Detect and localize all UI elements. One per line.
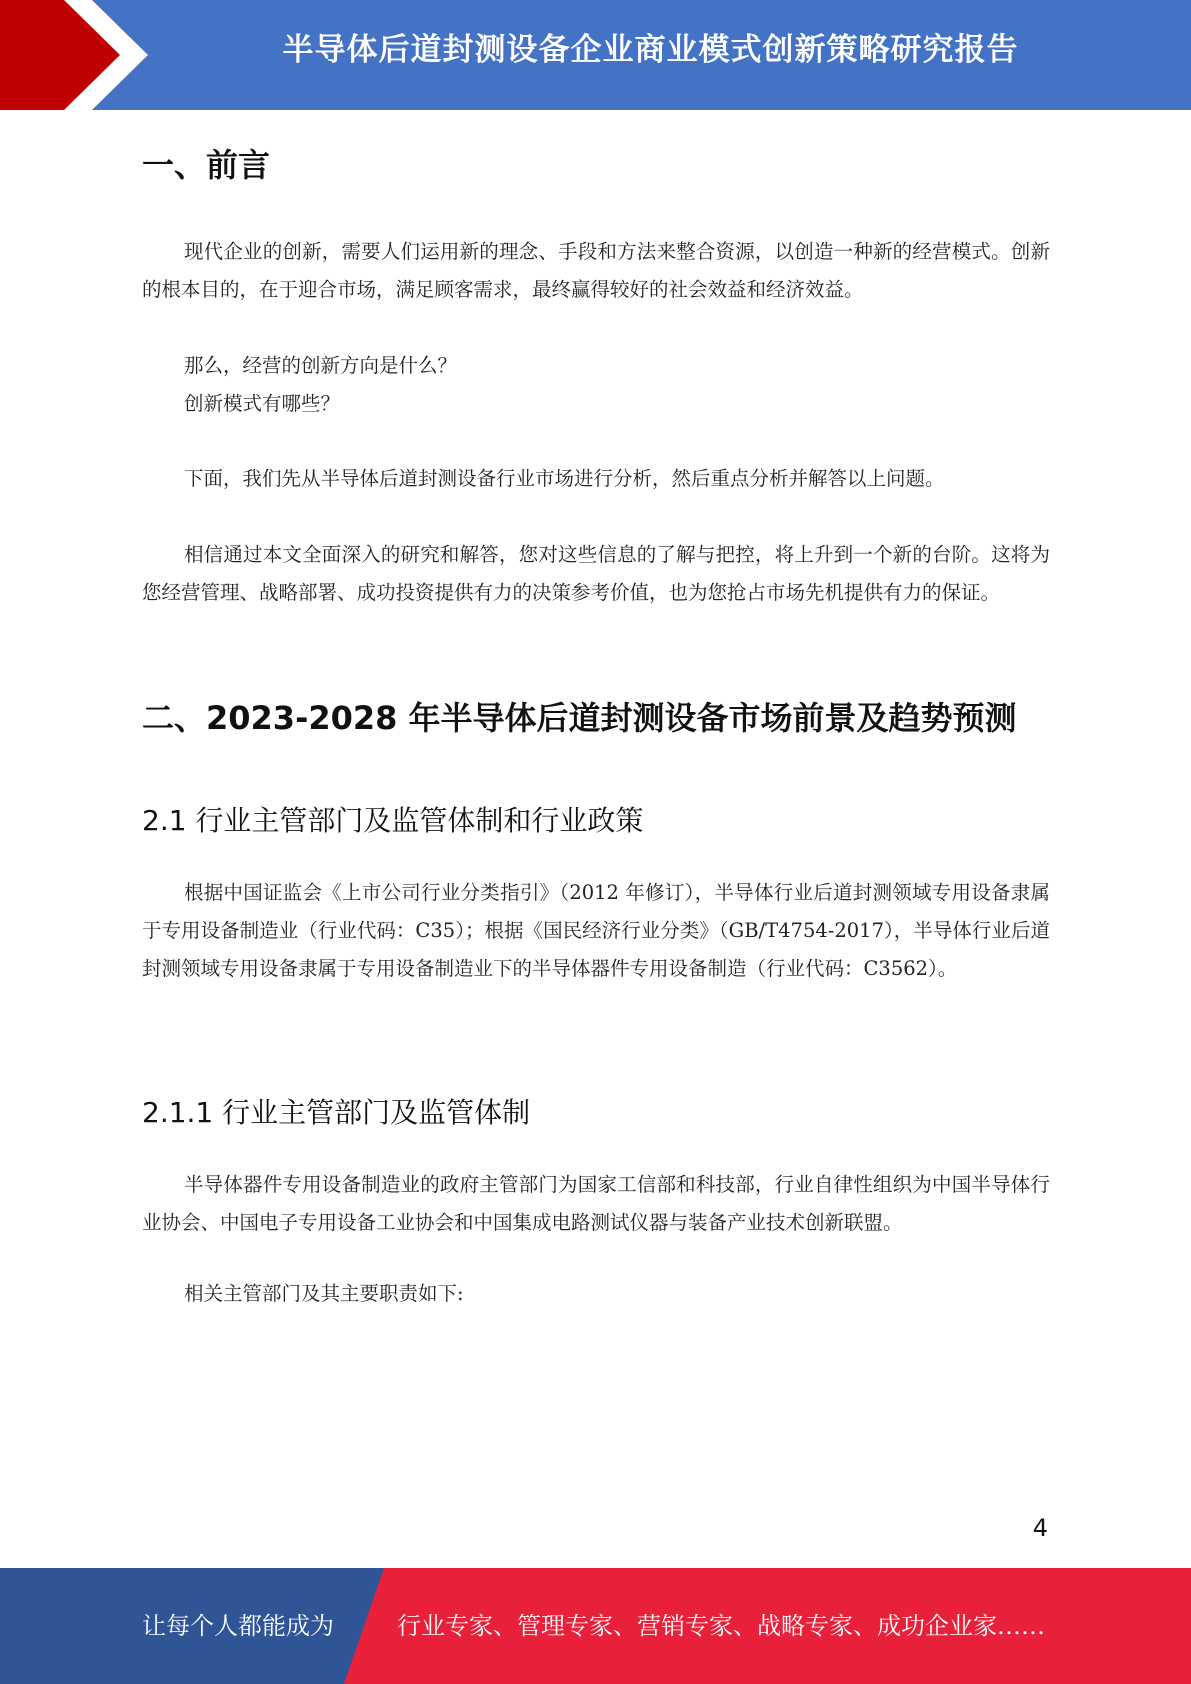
header-bar [0,0,1191,110]
paragraph: 下面，我们先从半导体后道封测设备行业市场进行分析，然后重点分析并解答以上问题。 [184,467,945,490]
paragraph: 相信通过本文全面深入的研究和解答，您对这些信息的了解与把控，将上升到一个新的台阶。这将为您经营管理、战略部署、成功投资提供有力的决策参考价值，也为您抢占市场先机提供有力的保证。 [142,543,1050,604]
paragraph: 那么，经营的创新方向是什么？ [184,354,458,377]
footer-slogan-left: 让每个人都能成为 [142,1612,334,1640]
paragraph: 创新模式有哪些？ [184,392,341,415]
subsection-heading: 2.1.1 行业主管部门及监管体制 [142,1096,531,1129]
page-number: 4 [1032,1514,1048,1542]
subsection-heading: 2.1 行业主管部门及监管体制和行业政策 [142,804,644,837]
report-title: 半导体后道封测设备企业商业模式创新策略研究报告 [282,32,1019,68]
section-heading-forecast: 二、2023-2028 年半导体后道封测设备市场前景及趋势预测 [142,699,1017,737]
paragraph: 现代企业的创新，需要人们运用新的理念、手段和方法来整合资源，以创造一种新的经营模式。创新的根本目的，在于迎合市场，满足顾客需求，最终赢得较好的社会效益和经济效益。 [142,240,1050,301]
paragraph: 根据中国证监会《上市公司行业分类指引》（2012 年修订），半导体行业后道封测领域专用设备隶属于专用设备制造业（行业代码：C35）；根据《国民经济行业分类》（GB/T4754-2017），半导体行业后道封测领域专用设备隶属于专用设备制造业下的半导体器件专用设备制造（行业代码：C3562）。 [142,881,1050,980]
section-heading-preface: 一、前言 [142,146,271,184]
paragraph: 相关主管部门及其主要职责如下: [184,1282,464,1305]
footer-bar [0,1568,1191,1684]
footer-slogan-right: 行业专家、管理专家、营销专家、战略专家、成功企业家…… [397,1612,1045,1640]
paragraph: 半导体器件专用设备制造业的政府主管部门为国家工信部和科技部，行业自律性组织为中国半导体行业协会、中国电子专用设备工业协会和中国集成电路测试仪器与装备产业技术创新联盟。 [142,1173,1050,1234]
header-chevron-icon [0,0,160,110]
